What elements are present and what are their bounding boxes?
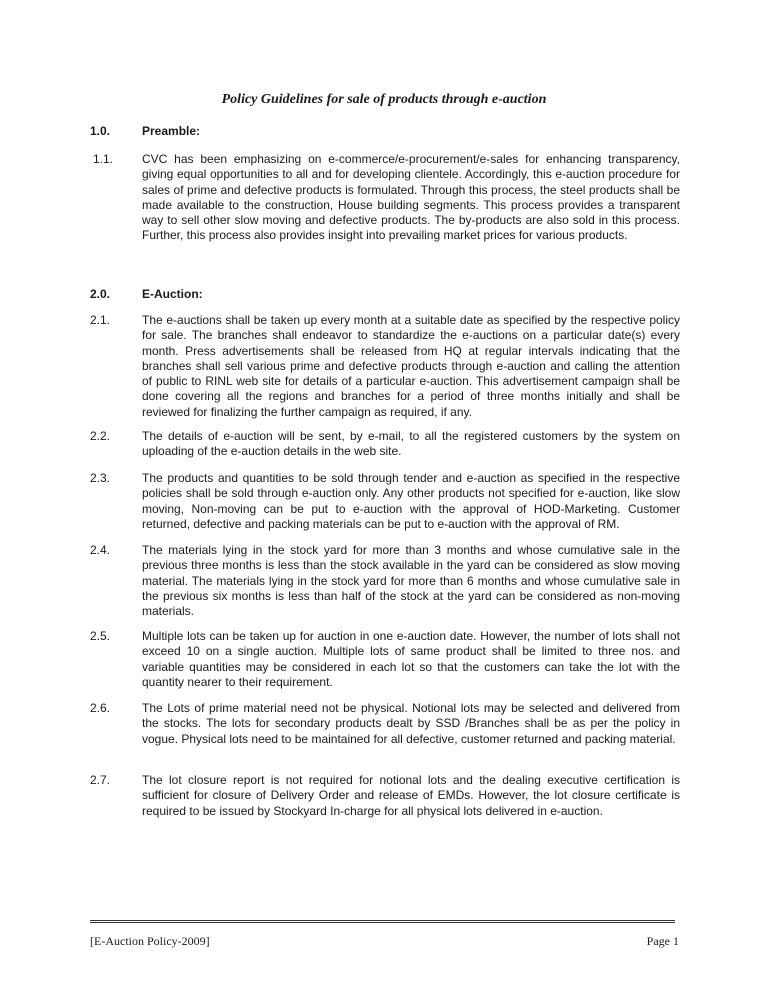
footer-divider: [90, 920, 675, 923]
clause-text: Multiple lots can be taken up for auction in one e-auction date. However, the number of lots shall not exceed 10 on a single auction. Multiple lots of same product shall be limited to three nos. and variable quantities may be considered in each lot so that the customers can take the lot with the quantity nearer to their requirement.: [142, 629, 680, 689]
clause-number: 1.1.: [93, 152, 114, 166]
clause-1-1: [90, 152, 680, 244]
footer-document-label: [E-Auction Policy-2009]: [90, 934, 210, 948]
clause-number: 2.6.: [90, 701, 111, 715]
clause-text: The e-auctions shall be taken up every month at a suitable date as specified by the respective policy for sale. The branches shall endeavor to standardize the e-auctions on a particular date(s) every month. Press advertisements shall be released from HQ at regular intervals indicating that the branches shall sell various prime and defective products through e-auction and calling the attention of public to RINL web site for details of a particular e-auction. This advertisement campaign shall be done covering all the regions and branches for a period of three months initially and shall be reviewed for finalizing the further campaign as required, if any.: [142, 313, 680, 419]
section-heading-text: Preamble:: [142, 124, 201, 138]
clause-number: 2.2.: [90, 429, 111, 443]
clause-number: 2.5.: [90, 629, 111, 643]
clause-2-1: [90, 313, 680, 420]
section-heading-text: E-Auction:: [142, 287, 203, 301]
clause-text: The products and quantities to be sold through tender and e-auction as specified in the respective policies shall be sold through e-auction only. Any other products not specified for e-auction, like slow moving, Non-moving can be put to e-auction with the approval of HOD-Marketing. Customer returned, defective and packing materials can be put to e-auction with the approval of RM.: [142, 471, 680, 531]
section-number: 1.0.: [90, 124, 111, 138]
clause-text: The details of e-auction will be sent, by e-mail, to all the registered customers by the system on uploading of the e-auction details in the web site.: [142, 429, 680, 459]
clause-number: 2.4.: [90, 543, 111, 557]
clause-2-3: [90, 471, 680, 532]
clause-2-6: [90, 701, 680, 747]
clause-text: The lot closure report is not required for notional lots and the dealing executive certification is sufficient for closure of Delivery Order and release of EMDs. However, the lot closure certificate is required to be issued by Stockyard In-charge for all physical lots delivered in e-auction.: [142, 773, 680, 818]
footer-page-number: Page 1: [646, 934, 679, 948]
section-heading-preamble: [90, 124, 680, 139]
document-title: Policy Guidelines for sale of products through e-auction: [221, 92, 547, 107]
clause-2-7: [90, 773, 680, 819]
clause-number: 2.7.: [90, 773, 111, 787]
clause-text: The Lots of prime material need not be physical. Notional lots may be selected and delivered from the stocks. The lots for secondary products dealt by SSD /Branches shall be as per the policy in vogue. Physical lots need to be maintained for all defective, customer returned and packing material.: [142, 701, 680, 746]
section-heading-e-auction: [90, 287, 680, 302]
section-number: 2.0.: [90, 287, 111, 301]
clause-number: 2.1.: [90, 313, 111, 327]
clause-2-5: [90, 629, 680, 690]
clause-2-2: [90, 429, 680, 460]
clause-text: The materials lying in the stock yard for more than 3 months and whose cumulative sale in the previous three months is less than the stock available in the yard can be considered as slow moving material. The materials lying in the stock yard for more than 6 months and whose cumulative sale in the previous six months is less than half of the stock at the yard can be considered as non-moving materials.: [142, 543, 680, 619]
clause-2-4: [90, 543, 680, 619]
clause-text: CVC has been emphasizing on e-commerce/e-procurement/e-sales for enhancing transparency, giving equal opportunities to all and for developing clientele. Accordingly, this e-auction procedure for sales of prime and defective products is formulated. Through this process, the steel products shall be made available to the construction, House building segments. This process provides a transparent way to sell other slow moving and defective products. The by-products are also sold in this process. Further, this process also provides insight into prevailing market prices for various products.: [142, 152, 680, 243]
clause-number: 2.3.: [90, 471, 111, 485]
